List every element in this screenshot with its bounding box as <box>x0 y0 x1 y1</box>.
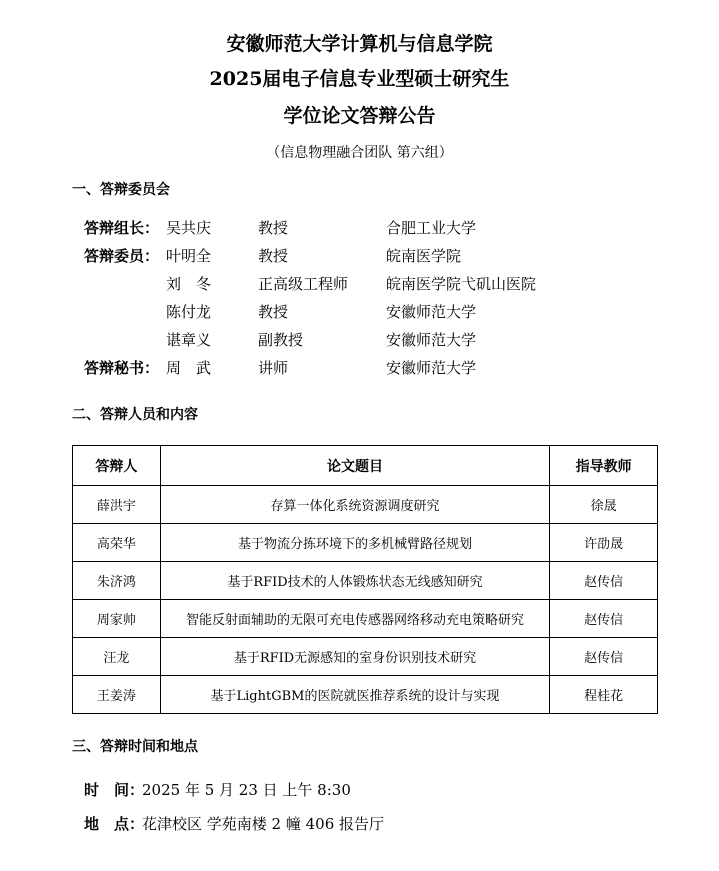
defense-time <box>84 779 351 801</box>
column-header-advisor: 指导教师 <box>550 446 658 486</box>
section-heading-defense: 二、答辩人员和内容 <box>72 407 198 423</box>
committee-title: 正高级工程师 <box>258 275 349 293</box>
cell-topic: 基于RFID无源感知的室身份识别技术研究 <box>160 638 549 676</box>
document-title-line3: 学位论文答辩公告 <box>283 105 436 127</box>
committee-name: 陈付龙 <box>166 303 212 321</box>
cell-advisor: 赵传信 <box>550 562 658 600</box>
cell-advisor: 赵传信 <box>550 600 658 638</box>
committee-title: 讲师 <box>258 359 289 377</box>
committee-row <box>0 244 719 268</box>
committee-org: 安徽师范大学 <box>386 331 477 349</box>
cell-student: 汪龙 <box>73 638 161 676</box>
cell-topic: 智能反射面辅助的无限可充电传感器网络移动充电策略研究 <box>160 600 549 638</box>
cell-student: 薛洪宇 <box>73 486 161 524</box>
defense-place <box>84 813 384 835</box>
document-subtitle: （信息物理融合团队 第六组） <box>266 145 453 161</box>
table-row <box>73 600 658 638</box>
committee-title: 副教授 <box>258 331 304 349</box>
cell-advisor: 许劭晟 <box>550 524 658 562</box>
column-header-student: 答辩人 <box>73 446 161 486</box>
time-label: 时 间： <box>84 781 145 799</box>
committee-org: 合肥工业大学 <box>386 219 477 237</box>
cell-advisor: 赵传信 <box>550 638 658 676</box>
time-value: 2025 年 5 月 23 日 上午 8:30 <box>142 781 351 799</box>
place-value: 花津校区 学苑南楼 2 幢 406 报告厅 <box>142 815 385 833</box>
committee-role: 答辩秘书： <box>84 359 160 377</box>
committee-row <box>0 272 719 296</box>
section-heading-time-place: 三、答辩时间和地点 <box>72 739 198 755</box>
cell-student: 王姜涛 <box>73 676 161 714</box>
cell-student: 周家帅 <box>73 600 161 638</box>
document-title-line1: 安徽师范大学计算机与信息学院 <box>226 33 493 55</box>
cell-topic: 基于物流分拣环境下的多机械臂路径规划 <box>160 524 549 562</box>
committee-name: 刘 冬 <box>166 275 212 293</box>
committee-name: 周 武 <box>166 359 212 377</box>
committee-role: 答辩委员： <box>84 247 160 265</box>
committee-row <box>0 300 719 324</box>
committee-title: 教授 <box>258 247 289 265</box>
committee-org: 安徽师范大学 <box>386 303 477 321</box>
committee-name: 叶明全 <box>166 247 212 265</box>
cell-advisor: 徐晟 <box>550 486 658 524</box>
column-header-topic: 论文题目 <box>160 446 549 486</box>
table-row <box>73 524 658 562</box>
cell-topic: 存算一体化系统资源调度研究 <box>160 486 549 524</box>
cell-student: 高荣华 <box>73 524 161 562</box>
committee-name: 谌章义 <box>166 331 212 349</box>
table-row <box>73 638 658 676</box>
table-row <box>73 486 658 524</box>
committee-row <box>0 356 719 380</box>
cell-topic: 基于RFID技术的人体锻炼状态无线感知研究 <box>160 562 549 600</box>
committee-org: 安徽师范大学 <box>386 359 477 377</box>
table-row <box>73 676 658 714</box>
committee-name: 吴共庆 <box>166 219 212 237</box>
cell-student: 朱济鸿 <box>73 562 161 600</box>
committee-role: 答辩组长： <box>84 219 160 237</box>
committee-title: 教授 <box>258 303 289 321</box>
committee-org: 皖南医学院 <box>386 247 462 265</box>
committee-title: 教授 <box>258 219 289 237</box>
committee-org: 皖南医学院弋矶山医院 <box>386 275 537 293</box>
defense-table <box>72 445 658 714</box>
cell-topic: 基于LightGBM的医院就医推荐系统的设计与实现 <box>160 676 549 714</box>
cell-advisor: 程桂花 <box>550 676 658 714</box>
section-heading-committee: 一、答辩委员会 <box>72 182 170 198</box>
place-label: 地 点： <box>84 815 145 833</box>
committee-row <box>0 328 719 352</box>
table-row <box>73 562 658 600</box>
committee-row <box>0 216 719 240</box>
document-title-line2: 2025届电子信息专业型硕士研究生 <box>209 68 510 90</box>
table-header-row <box>73 446 658 486</box>
